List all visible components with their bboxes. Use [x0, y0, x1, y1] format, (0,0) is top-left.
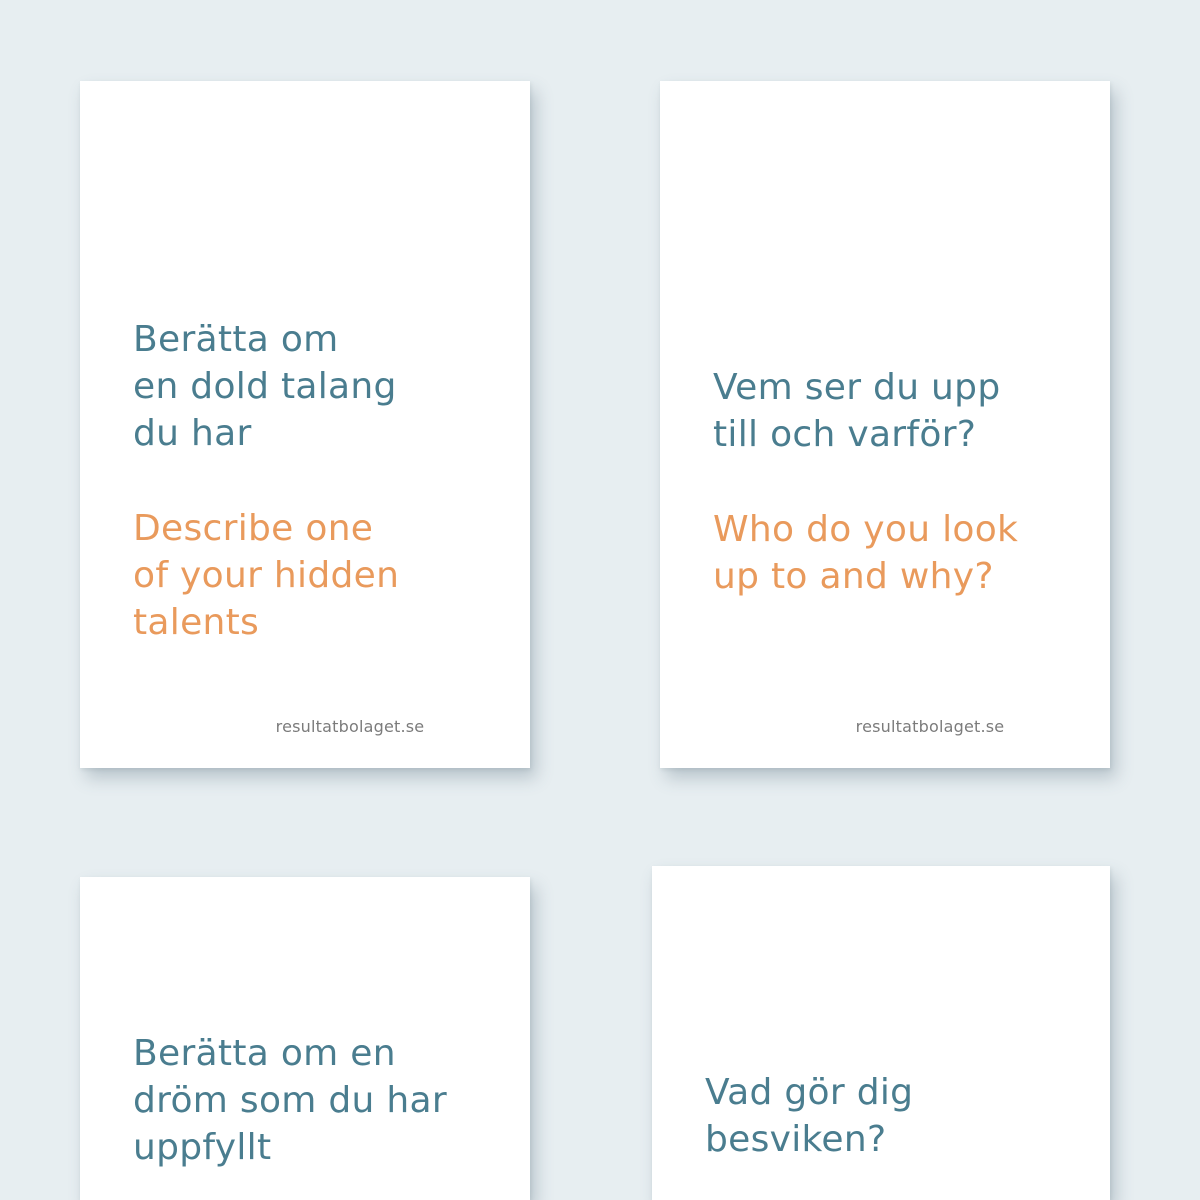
question-line: en dold talang: [133, 366, 397, 407]
swedish-question: [133, 316, 510, 457]
card-footer-url: resultatbolaget.se: [275, 717, 425, 736]
question-line: Describe one: [133, 508, 374, 549]
question-line: du har: [133, 413, 252, 454]
swedish-question: [133, 1030, 510, 1171]
question-line: Berätta om en: [133, 1033, 396, 1074]
card-text: [133, 316, 510, 646]
card-text: [705, 1069, 1090, 1163]
card-footer-url: resultatbolaget.se: [855, 717, 1005, 736]
card-text: [133, 1030, 510, 1171]
question-line: till och varför?: [713, 414, 977, 455]
english-question: [133, 505, 510, 646]
question-card-3[interactable]: [80, 877, 530, 1200]
question-line: Berätta om: [133, 319, 339, 360]
question-line: Who do you look: [713, 509, 1019, 550]
question-card-1[interactable]: [80, 81, 530, 768]
card-text: [713, 364, 1090, 600]
question-card-4[interactable]: [652, 866, 1110, 1200]
question-line: Vem ser du upp: [713, 367, 1001, 408]
question-line: dröm som du har: [133, 1080, 447, 1121]
question-line: of your hidden: [133, 555, 400, 596]
swedish-question: [713, 364, 1090, 458]
question-line: Vad gör dig: [705, 1072, 914, 1113]
question-line: uppfyllt: [133, 1127, 272, 1168]
question-card-2[interactable]: [660, 81, 1110, 768]
english-question: [713, 506, 1090, 600]
swedish-question: [705, 1069, 1090, 1163]
question-line: up to and why?: [713, 556, 994, 597]
question-line: besviken?: [705, 1119, 887, 1160]
question-line: talents: [133, 602, 260, 643]
